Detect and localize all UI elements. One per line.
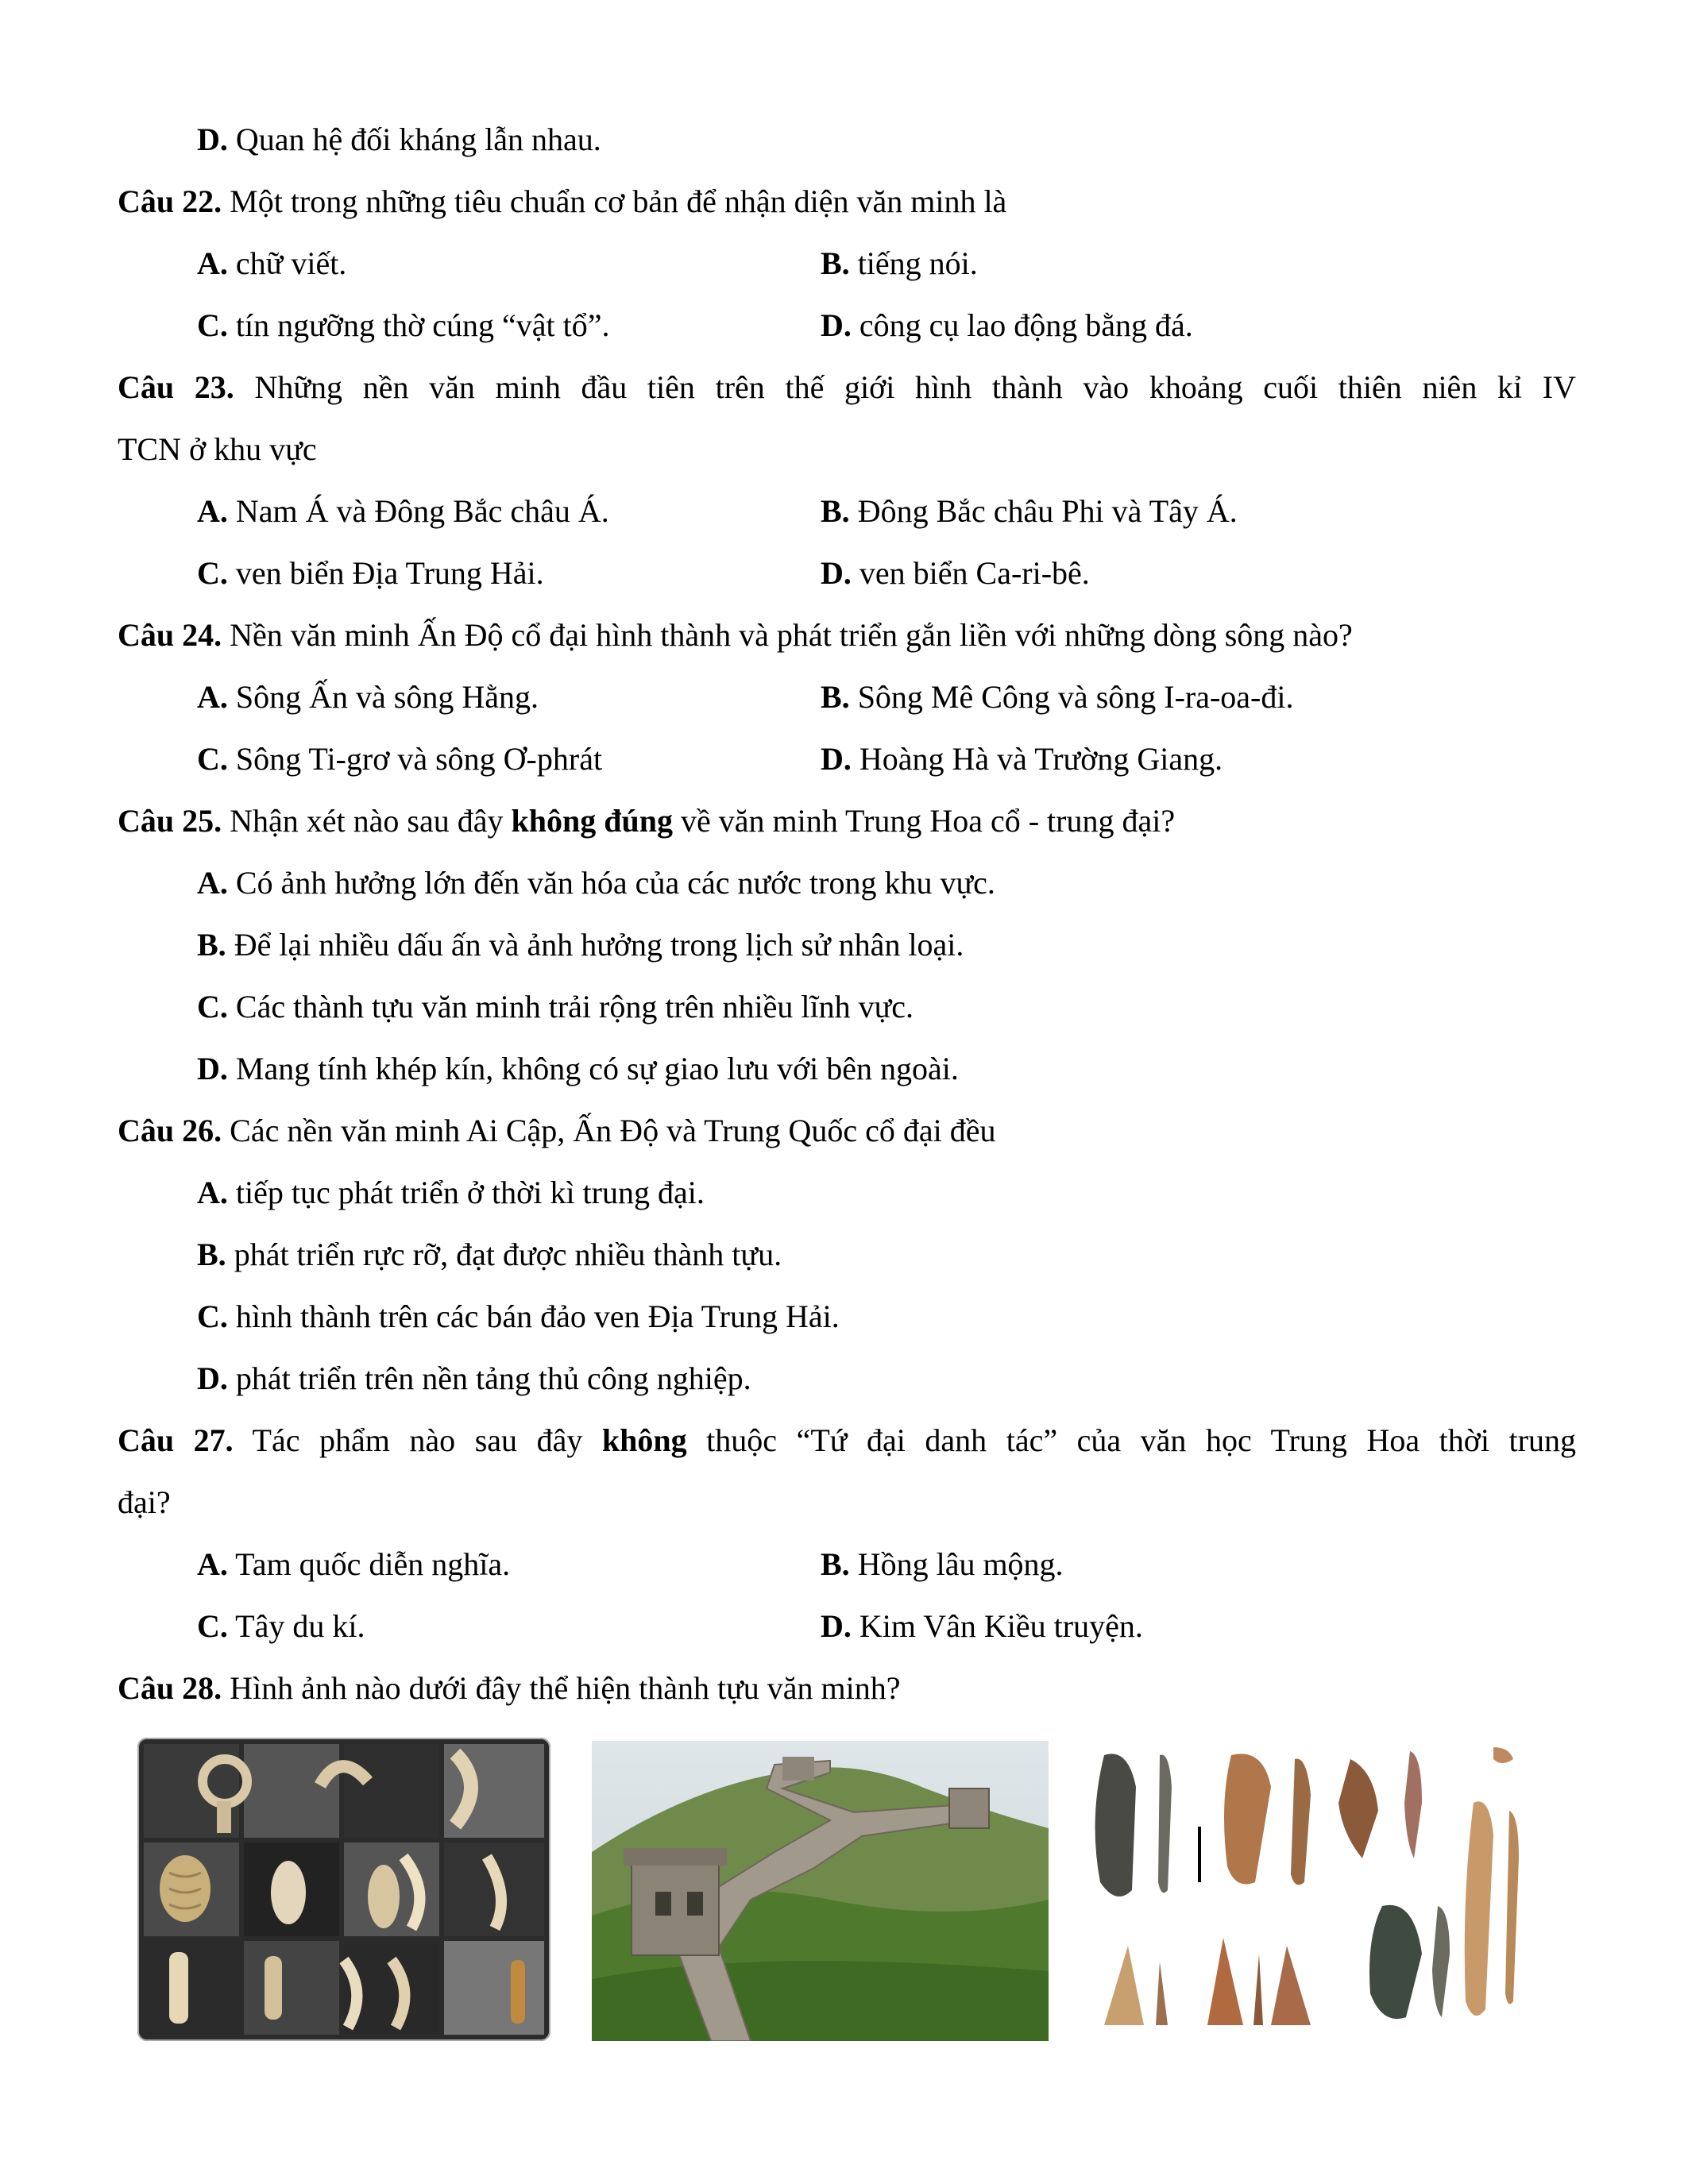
q22-option-c: C. tín ngưỡng thờ cúng “vật tổ”. <box>197 307 610 343</box>
great-wall-photo <box>592 1741 1049 2041</box>
option-d-prev: D. Quan hệ đối kháng lẫn nhau. <box>197 122 601 157</box>
q23-option-d: D. ven biển Ca-ri-bê. <box>821 555 1090 591</box>
q27-option-b: B. Hồng lâu mộng. <box>821 1546 1064 1582</box>
q27-option-d: D. Kim Vân Kiều truyện. <box>821 1608 1143 1644</box>
q26-option-d: D. phát triển trên nền tảng thủ công nghiệp. <box>197 1360 751 1396</box>
q24-option-c: C. Sông Ti-grơ và sông Ơ-phrát <box>197 741 603 777</box>
q25-option-c: C. Các thành tựu văn minh trải rộng trên nhiều lĩnh vực. <box>197 989 914 1024</box>
question-27-cont: đại? <box>118 1484 171 1520</box>
q26-option-c: C. hình thành trên các bán đảo ven Địa Trung Hải. <box>197 1298 840 1334</box>
q25-option-a: A. Có ảnh hưởng lớn đến văn hóa của các nước trong khu vực. <box>197 865 995 901</box>
q22-option-a: A. chữ viết. <box>197 245 347 281</box>
q26-option-a: A. tiếp tục phát triển ở thời kì trung đại. <box>197 1175 705 1210</box>
question-23-cont: TCN ở khu vực <box>118 431 317 467</box>
q25-option-d: D. Mang tính khép kín, không có sự giao lưu với bên ngoài. <box>197 1051 959 1086</box>
q27-option-c: C. Tây du kí. <box>197 1608 365 1644</box>
q24-option-a: A. Sông Ấn và sông Hằng. <box>197 679 539 715</box>
question-22: Câu 22. Một trong những tiêu chuẩn cơ bản để nhận diện văn minh là <box>118 183 1007 219</box>
q26-option-b: B. phát triển rực rỡ, đạt được nhiều thành tựu. <box>197 1237 782 1272</box>
q23-option-c: C. ven biển Địa Trung Hải. <box>197 555 544 591</box>
q25-option-b: B. Để lại nhiều dấu ấn và ảnh hưởng trong lịch sử nhân loại. <box>197 927 964 963</box>
question-24: Câu 24. Nền văn minh Ấn Độ cổ đại hình thành và phát triển gắn liền với những dòng sông nào? <box>118 617 1353 653</box>
q23-option-a: A. Nam Á và Đông Bắc châu Á. <box>197 493 609 529</box>
q24-option-d: D. Hoàng Hà và Trường Giang. <box>821 741 1223 777</box>
q22-option-b: B. tiếng nói. <box>821 245 978 281</box>
stone-tools-photo <box>1080 1739 1545 2041</box>
q22-option-d: D. công cụ lao động bằng đá. <box>821 307 1193 343</box>
q27-option-a: A. Tam quốc diễn nghĩa. <box>197 1546 511 1582</box>
q23-option-b: B. Đông Bắc châu Phi và Tây Á. <box>821 493 1238 529</box>
question-28: Câu 28. Hình ảnh nào dưới đây thể hiện thành tựu văn minh? <box>118 1670 901 1706</box>
question-23: Câu 23. Những nền văn minh đầu tiên trên thế giới hình thành vào khoảng cuối thiên niên kỉ IV <box>118 369 1576 405</box>
q24-option-b: B. Sông Mê Công và sông I-ra-oa-đi. <box>821 679 1294 715</box>
bone-ornaments-photo <box>137 1738 550 2041</box>
question-25: Câu 25. Nhận xét nào sau đây không đúng về văn minh Trung Hoa cổ - trung đại? <box>118 803 1176 839</box>
question-27: Câu 27. Tác phẩm nào sau đây không thuộc “Tứ đại danh tác” của văn học Trung Hoa thời trung <box>118 1422 1576 1458</box>
question-26: Câu 26. Các nền văn minh Ai Cập, Ấn Độ và Trung Quốc cổ đại đều <box>118 1113 996 1148</box>
